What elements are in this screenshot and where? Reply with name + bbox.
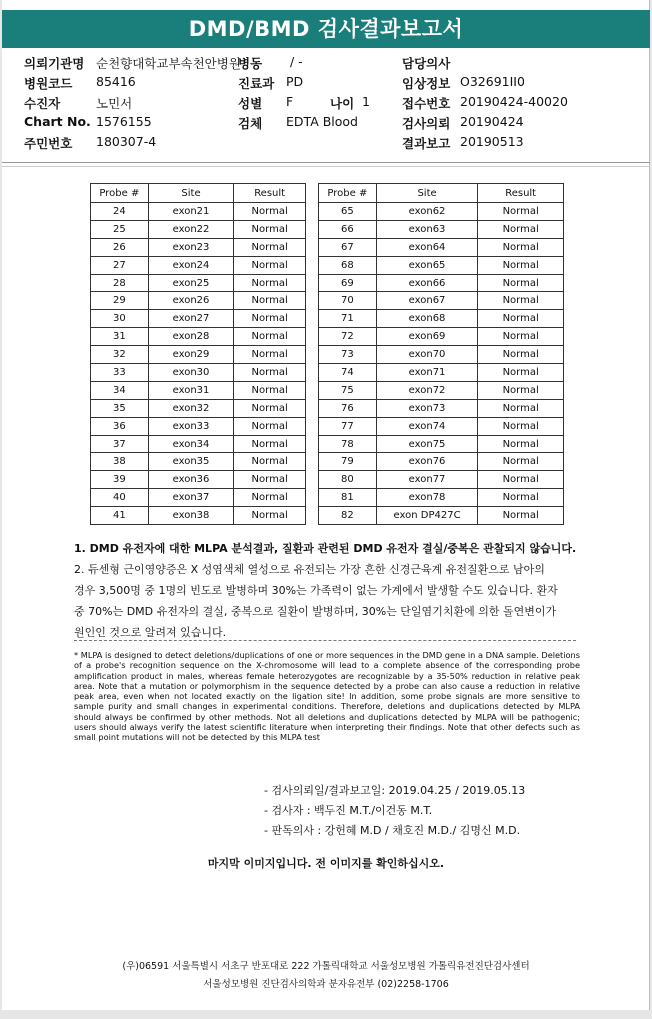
probe-cell: 36 (91, 417, 149, 435)
result-cell: Normal (478, 489, 564, 507)
rrn-value: 180307-4 (96, 134, 157, 149)
age-label: 나이 (330, 96, 355, 111)
probe-header: Probe # (91, 184, 149, 203)
probe-cell: 65 (319, 203, 377, 221)
dept-label: 진료과 (238, 76, 275, 91)
probe-cell: 68 (319, 256, 377, 274)
note-item-2-line-3: 중 70%는 DMD 유전자의 결실, 중복으로 질환이 발병하며, 30%는 단일염기치환에 의한 돌연변이가 (74, 605, 557, 618)
site-cell: exon70 (376, 346, 478, 364)
rrn-label: 주민번호 (24, 136, 73, 151)
receipt-value: 20190424-40020 (460, 94, 568, 109)
probe-cell: 24 (91, 203, 149, 221)
result-cell: Normal (234, 292, 306, 310)
table-row (91, 256, 306, 274)
tester-names: - 검사자 : 백두진 M.T./이건동 M.T. (264, 804, 433, 817)
note-item-2-line-1: 2. 듀센형 근이영양증은 X 성염색체 열성으로 유전되는 가장 흔한 신경근육계 유전질환으로 남아의 (74, 563, 545, 576)
result-cell: Normal (478, 381, 564, 399)
result-cell: Normal (478, 435, 564, 453)
probe-cell: 30 (91, 310, 149, 328)
result-cell: Normal (234, 471, 306, 489)
probe-cell: 69 (319, 274, 377, 292)
probe-cell: 38 (91, 453, 149, 471)
table-row (319, 203, 564, 221)
result-cell: Normal (234, 399, 306, 417)
report-dates: - 검사의뢰일/결과보고일: 2019.04.25 / 2019.05.13 (264, 784, 526, 797)
age-value: 1 (362, 94, 370, 109)
table-row (91, 238, 306, 256)
table-row (319, 399, 564, 417)
table-row (91, 203, 306, 221)
clinical-value: O32691II0 (460, 74, 525, 89)
site-cell: exon DP427C (376, 507, 478, 525)
site-cell: exon23 (148, 238, 234, 256)
report-page (2, 0, 650, 1010)
result-cell: Normal (234, 238, 306, 256)
dept-value: PD (286, 74, 304, 89)
table-row (91, 489, 306, 507)
table-row (91, 417, 306, 435)
note-item-2-line-4: 원인인 것으로 알려져 있습니다. (74, 626, 227, 639)
table-row (319, 274, 564, 292)
report-value: 20190513 (460, 134, 524, 149)
institution-value: 순천향대학교부속천안병원 (96, 56, 241, 71)
site-cell: exon26 (148, 292, 234, 310)
probe-cell: 71 (319, 310, 377, 328)
site-cell: exon78 (376, 489, 478, 507)
table-row (91, 399, 306, 417)
probe-cell: 72 (319, 328, 377, 346)
reviewer-names: - 판독의사 : 강헌혜 M.D / 채호진 M.D./ 김명신 M.D. (264, 824, 521, 837)
result-cell: Normal (478, 238, 564, 256)
table-row (319, 489, 564, 507)
site-cell: exon35 (148, 453, 234, 471)
table-row (319, 256, 564, 274)
site-cell: exon30 (148, 364, 234, 382)
footer-contact: 서울성모병원 진단검사의학과 분자유전부 (02)2258-1706 (203, 979, 449, 990)
table-header-row (91, 184, 306, 203)
probe-header: Probe # (319, 184, 377, 203)
result-cell: Normal (234, 435, 306, 453)
site-cell: exon37 (148, 489, 234, 507)
site-cell: exon22 (148, 220, 234, 238)
probe-cell: 39 (91, 471, 149, 489)
probe-cell: 25 (91, 220, 149, 238)
result-cell: Normal (478, 220, 564, 238)
probe-cell: 67 (319, 238, 377, 256)
site-cell: exon33 (148, 417, 234, 435)
info-row-4 (24, 114, 634, 132)
final-notice: 마지막 이미지입니다. 전 이미지를 확인하십시오. (207, 857, 445, 870)
table-row (91, 435, 306, 453)
table-row (319, 328, 564, 346)
probe-cell: 76 (319, 399, 377, 417)
site-cell: exon62 (376, 203, 478, 221)
table-row (91, 453, 306, 471)
result-cell: Normal (478, 256, 564, 274)
result-cell: Normal (478, 328, 564, 346)
site-cell: exon76 (376, 453, 478, 471)
result-cell: Normal (478, 399, 564, 417)
result-cell: Normal (234, 310, 306, 328)
note-item-2-line-2: 경우 3,500명 중 1명의 빈도로 발병하며 30%는 가족력이 없는 가계에서 발생할 수도 있습니다. 환자 (74, 584, 558, 597)
chart-label: Chart No. (24, 114, 91, 129)
chart-value: 1576155 (96, 114, 152, 129)
sex-value: F (286, 94, 294, 109)
probe-cell: 81 (319, 489, 377, 507)
table-row (91, 328, 306, 346)
table-row (319, 417, 564, 435)
site-cell: exon77 (376, 471, 478, 489)
table-row (319, 220, 564, 238)
table-row (91, 274, 306, 292)
probe-cell: 80 (319, 471, 377, 489)
table-row (319, 381, 564, 399)
site-cell: exon24 (148, 256, 234, 274)
receipt-label: 접수번호 (402, 96, 451, 111)
probe-table-right (318, 183, 564, 525)
probe-cell: 74 (319, 364, 377, 382)
probe-cell: 34 (91, 381, 149, 399)
result-cell: Normal (478, 292, 564, 310)
table-row (91, 220, 306, 238)
site-cell: exon74 (376, 417, 478, 435)
result-cell: Normal (478, 203, 564, 221)
site-cell: exon34 (148, 435, 234, 453)
table-row (319, 471, 564, 489)
probe-cell: 75 (319, 381, 377, 399)
footer-address: (우)06591 서울특별시 서초구 반포대로 222 가톨릭대학교 서울성모병원 가톨릭유전진단검사센터 (122, 961, 530, 972)
site-cell: exon66 (376, 274, 478, 292)
request-value: 20190424 (460, 114, 524, 129)
site-cell: exon28 (148, 328, 234, 346)
site-cell: exon65 (376, 256, 478, 274)
result-cell: Normal (234, 256, 306, 274)
doctor-label: 담당의사 (402, 56, 451, 71)
site-header: Site (148, 184, 234, 203)
hospital-code-label: 병원코드 (24, 76, 73, 91)
result-notes (74, 538, 580, 643)
result-cell: Normal (478, 364, 564, 382)
table-row (91, 471, 306, 489)
result-cell: Normal (234, 381, 306, 399)
probe-cell: 66 (319, 220, 377, 238)
site-cell: exon69 (376, 328, 478, 346)
probe-cell: 33 (91, 364, 149, 382)
site-cell: exon67 (376, 292, 478, 310)
result-cell: Normal (234, 507, 306, 525)
ward-value: / - (290, 54, 303, 69)
mlpa-disclaimer: * MLPA is designed to detect deletions/duplications of one or more sequences in the DMD gene in a DNA sample. Deletions of a probe's recognition sequence on the X-chromosome will lead to a complete absence of the corresponding probe amplification product in males, whereas female heterozygotes are recognizable by a 35-50% reduction in relative peak area. Note that a mutation or polymorphism in the sequence detected by a probe can also cause a reduction in relative peak area, even when not located exactly on the ligation site! In addition, some probe signals are more sensitive to sample purity and small changes in experimental conditions. Therefore, deletions and duplications detected by MLPA should always be confirmed by other methods. Not all deletions and duplications detected by MLPA will be pathogenic; users should always verify the latest scientific literature when interpreting their findings. Note that other defects such as small point mutations will not be detected by this MLPA test (74, 650, 580, 743)
result-header: Result (478, 184, 564, 203)
report-title: DMD/BMD 검사결과보고서 (2, 10, 650, 48)
table-header-row (319, 184, 564, 203)
site-cell: exon64 (376, 238, 478, 256)
info-row-5 (24, 134, 634, 152)
result-cell: Normal (234, 203, 306, 221)
probe-cell: 73 (319, 346, 377, 364)
result-cell: Normal (234, 346, 306, 364)
site-cell: exon75 (376, 435, 478, 453)
clinical-label: 임상정보 (402, 76, 451, 91)
result-cell: Normal (478, 417, 564, 435)
site-cell: exon32 (148, 399, 234, 417)
probe-cell: 82 (319, 507, 377, 525)
site-cell: exon68 (376, 310, 478, 328)
probe-cell: 79 (319, 453, 377, 471)
probe-cell: 32 (91, 346, 149, 364)
result-cell: Normal (234, 220, 306, 238)
patient-value: 노민서 (96, 96, 133, 111)
site-header: Site (376, 184, 478, 203)
probe-cell: 70 (319, 292, 377, 310)
header-divider-2 (2, 166, 650, 167)
result-cell: Normal (234, 364, 306, 382)
report-label: 결과보고 (402, 136, 451, 151)
result-cell: Normal (478, 507, 564, 525)
result-cell: Normal (478, 310, 564, 328)
sex-label: 성별 (238, 96, 263, 111)
probe-cell: 27 (91, 256, 149, 274)
probe-cell: 31 (91, 328, 149, 346)
table-row (91, 507, 306, 525)
table-row (91, 310, 306, 328)
site-cell: exon36 (148, 471, 234, 489)
probe-table-left (90, 183, 306, 525)
table-row (91, 381, 306, 399)
table-row (319, 435, 564, 453)
table-row (91, 292, 306, 310)
table-row (319, 453, 564, 471)
table-row (91, 346, 306, 364)
site-cell: exon38 (148, 507, 234, 525)
table-row (91, 364, 306, 382)
result-cell: Normal (234, 417, 306, 435)
probe-cell: 40 (91, 489, 149, 507)
result-cell: Normal (234, 274, 306, 292)
result-cell: Normal (478, 346, 564, 364)
site-cell: exon72 (376, 381, 478, 399)
site-cell: exon29 (148, 346, 234, 364)
result-cell: Normal (478, 471, 564, 489)
institution-label: 의뢰기관명 (24, 56, 85, 71)
info-row-3 (24, 94, 634, 112)
header-divider (2, 162, 650, 163)
dashed-divider (74, 640, 576, 641)
note-item-1 (74, 538, 580, 559)
note-item-1-text: 1. DMD 유전자에 대한 MLPA 분석결과, 질환과 관련된 DMD 유전자 결실/중복은 관찰되지 않습니다. (74, 542, 577, 555)
table-row (319, 310, 564, 328)
probe-cell: 41 (91, 507, 149, 525)
hospital-code-value: 85416 (96, 74, 136, 89)
site-cell: exon25 (148, 274, 234, 292)
site-cell: exon31 (148, 381, 234, 399)
result-cell: Normal (234, 489, 306, 507)
probe-cell: 78 (319, 435, 377, 453)
result-cell: Normal (478, 274, 564, 292)
specimen-value: EDTA Blood (286, 114, 358, 129)
probe-cell: 28 (91, 274, 149, 292)
table-row (319, 507, 564, 525)
patient-label: 수진자 (24, 96, 61, 111)
request-label: 검사의뢰 (402, 116, 451, 131)
result-cell: Normal (478, 453, 564, 471)
site-cell: exon73 (376, 399, 478, 417)
probe-cell: 29 (91, 292, 149, 310)
result-cell: Normal (234, 328, 306, 346)
table-row (319, 292, 564, 310)
site-cell: exon27 (148, 310, 234, 328)
info-row-2 (24, 74, 634, 92)
site-cell: exon63 (376, 220, 478, 238)
probe-cell: 77 (319, 417, 377, 435)
result-header: Result (234, 184, 306, 203)
table-row (319, 364, 564, 382)
site-cell: exon71 (376, 364, 478, 382)
ward-label: 병동 (238, 56, 263, 71)
table-row (319, 238, 564, 256)
specimen-label: 검체 (238, 116, 263, 131)
probe-cell: 26 (91, 238, 149, 256)
result-cell: Normal (234, 453, 306, 471)
site-cell: exon21 (148, 203, 234, 221)
table-row (319, 346, 564, 364)
info-row-1 (24, 54, 634, 72)
probe-cell: 35 (91, 399, 149, 417)
probe-cell: 37 (91, 435, 149, 453)
